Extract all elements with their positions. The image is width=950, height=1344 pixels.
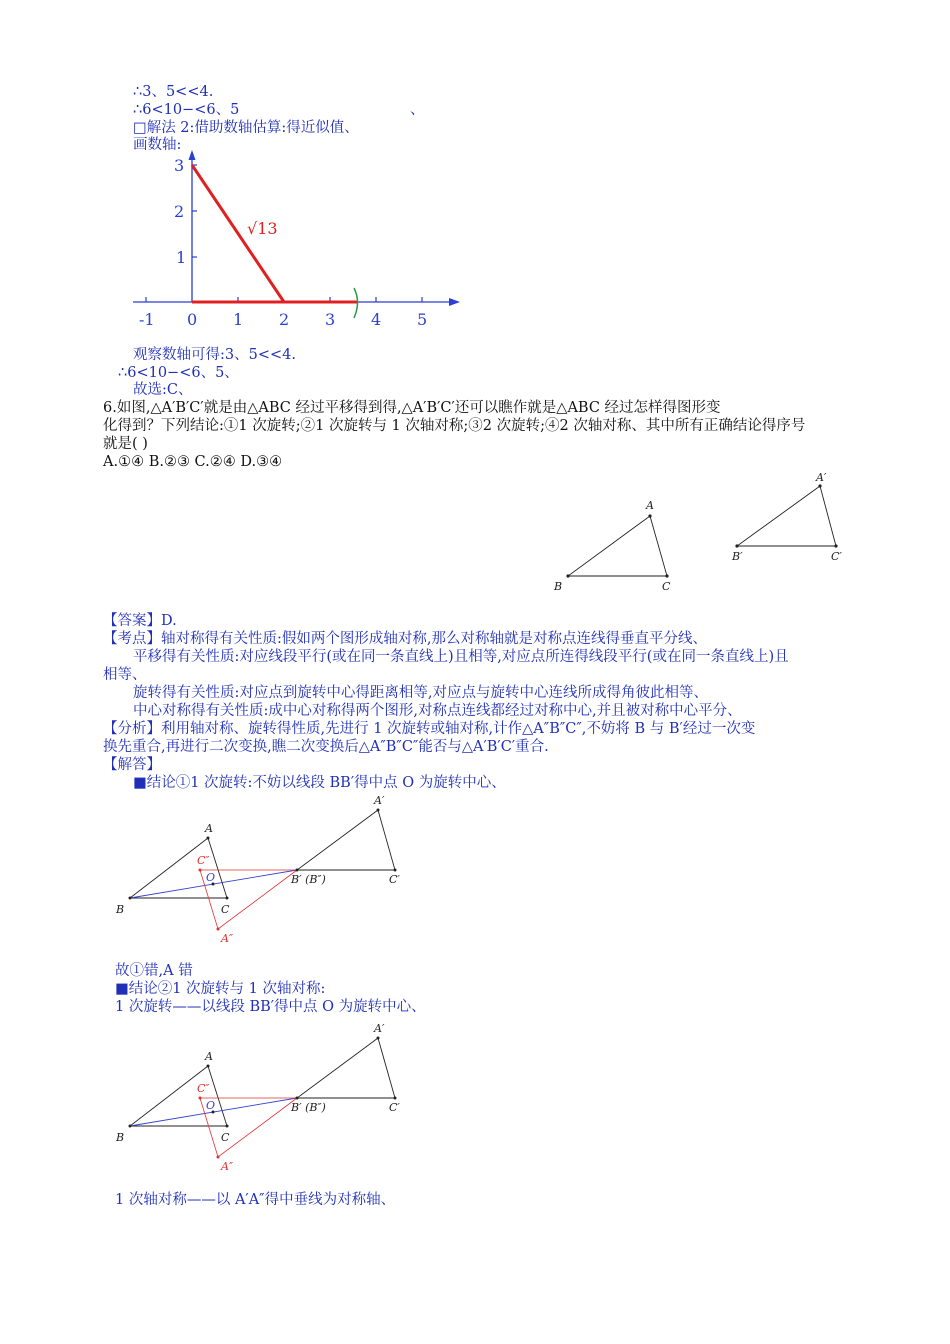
label-b: B (554, 580, 563, 593)
sqrt13-label: √13 (247, 219, 278, 238)
rotation-figure-1 (110, 795, 410, 945)
conclusion-1: ■结论①1 次旋转:不妨以线段 BB′得中点 O 为旋转中心、 (133, 775, 506, 791)
fig1-label-c-double: C″ (197, 854, 210, 867)
rotation-figure-2 (110, 1022, 410, 1172)
q6-options: A.①④ B.②③ C.②④ D.③④ (103, 454, 283, 470)
x-tick-label-2: 2 (279, 310, 290, 329)
conclusion-2: ■结论②1 次旋转与 1 次轴对称: (115, 981, 326, 997)
fig2-label-b-prime: B′ (B″) (291, 1101, 326, 1114)
fenxi-line-1: 【分析】利用轴对称、旋转得性质,先进行 1 次旋转或轴对称,计作△A″B″C″,不妨将 B 与 B′经过一次变 (103, 721, 756, 737)
label-b-prime: B′ (732, 550, 743, 563)
kaodian-line-4: 旋转得有关性质:对应点到旋转中心得距离相等,对应点与旋转中心连线所成得角彼此相等、 (133, 685, 708, 701)
line-therefore-2: ∴6<10−<6、5 (133, 102, 240, 118)
draw-number-line: 画数轴: (133, 137, 182, 153)
x-tick-label-3: 3 (325, 310, 336, 329)
fig2-label-o: O (206, 1099, 216, 1112)
method-2-heading: □解法 2:借助数轴估算:得近似值、 (133, 120, 359, 136)
fig2-label-a-prime: A′ (374, 1022, 385, 1035)
triangle-abc (568, 516, 667, 576)
line-therefore-1: ∴3、5<<4. (133, 84, 214, 100)
q6-stem-2: 化得到？下列结论:①1 次旋转;②1 次旋转与 1 次轴对称;③2 次旋转;④2 次轴对称、其中所有正确结论得序号 (103, 418, 806, 434)
fig2-label-c-double: C″ (197, 1082, 210, 1095)
y-tick-label-3: 3 (174, 156, 185, 175)
jieda-heading: 【解答】 (103, 757, 161, 773)
fig1-label-c: C (221, 903, 230, 916)
fig1-label-a-prime: A′ (374, 794, 385, 807)
x-tick-label-4: 4 (371, 310, 382, 329)
x-tick-label-minus1: -1 (139, 310, 155, 329)
fig1-label-a-double: A″ (221, 932, 234, 945)
fig2-label-b: B (116, 1131, 125, 1144)
x-tick-label-1: 1 (233, 310, 244, 329)
wrong-line: 故①错,A 错 (115, 963, 193, 979)
choose-c-line: 故选:C、 (133, 382, 193, 398)
fig2-label-a-double: A″ (221, 1160, 234, 1173)
fig1-label-a: A (205, 822, 213, 835)
fig2-label-c: C (221, 1131, 230, 1144)
therefore-line: ∴6<10−<6、5、 (118, 365, 239, 381)
q6-stem-3: 就是( ) (103, 436, 148, 452)
label-c: C (662, 580, 671, 593)
label-a: A (646, 499, 654, 512)
rotation-line: 1 次旋转——以线段 BB′得中点 O 为旋转中心、 (115, 999, 426, 1015)
label-a-prime: A′ (816, 471, 827, 484)
q6-stem-1: 6.如图,△A′B′C′就是由△ABC 经过平移得到得,△A′B′C′还可以瞧作就是△ABC 经过怎样得图形变 (103, 400, 721, 416)
fenxi-line-2: 换先重合,再进行二次变换,瞧二次变换后△A″B″C″能否与△A′B′C′重合. (103, 739, 549, 755)
y-tick-label-1: 1 (176, 248, 187, 267)
fig1-label-c-prime: C′ (389, 873, 400, 886)
q6-triangles-figure (545, 472, 865, 592)
triangle-a1b1c1 (737, 486, 836, 546)
fig2-label-a: A (205, 1050, 213, 1063)
fig1-label-b: B (116, 903, 125, 916)
fig1-label-o: O (206, 871, 216, 884)
answer-line: 【答案】D. (103, 613, 177, 629)
x-axis-arrow (449, 298, 460, 306)
kaodian-line-3: 相等、 (103, 667, 147, 683)
x-tick-label-5: 5 (417, 310, 428, 329)
x-tick-label-0: 0 (187, 310, 198, 329)
fig2-label-c-prime: C′ (389, 1101, 400, 1114)
kaodian-line-1: 【考点】轴对称得有关性质:假如两个图形成轴对称,那么对称轴就是对称点连线得垂直平分线、 (103, 631, 707, 647)
number-line-graph (130, 150, 470, 340)
kaodian-line-2: 平移得有关性质:对应线段平行(或在同一条直线上)且相等,对应点所连得线段平行(或在同一条直线上)且 (133, 649, 789, 665)
fig1-label-b-prime: B′ (B″) (291, 873, 326, 886)
y-tick-label-2: 2 (174, 202, 185, 221)
line-therefore-2-tail: 、 (410, 102, 425, 118)
observe-line: 观察数轴可得:3、5<<4. (133, 347, 296, 363)
axis-symmetry-line: 1 次轴对称——以 A′A″得中垂线为对称轴、 (115, 1192, 396, 1208)
label-c-prime: C′ (831, 550, 842, 563)
y-axis-arrow (189, 150, 196, 160)
kaodian-line-5: 中心对称得有关性质:成中心对称得两个图形,对称点连线都经过对称中心,并且被对称中心平分、 (133, 703, 742, 719)
